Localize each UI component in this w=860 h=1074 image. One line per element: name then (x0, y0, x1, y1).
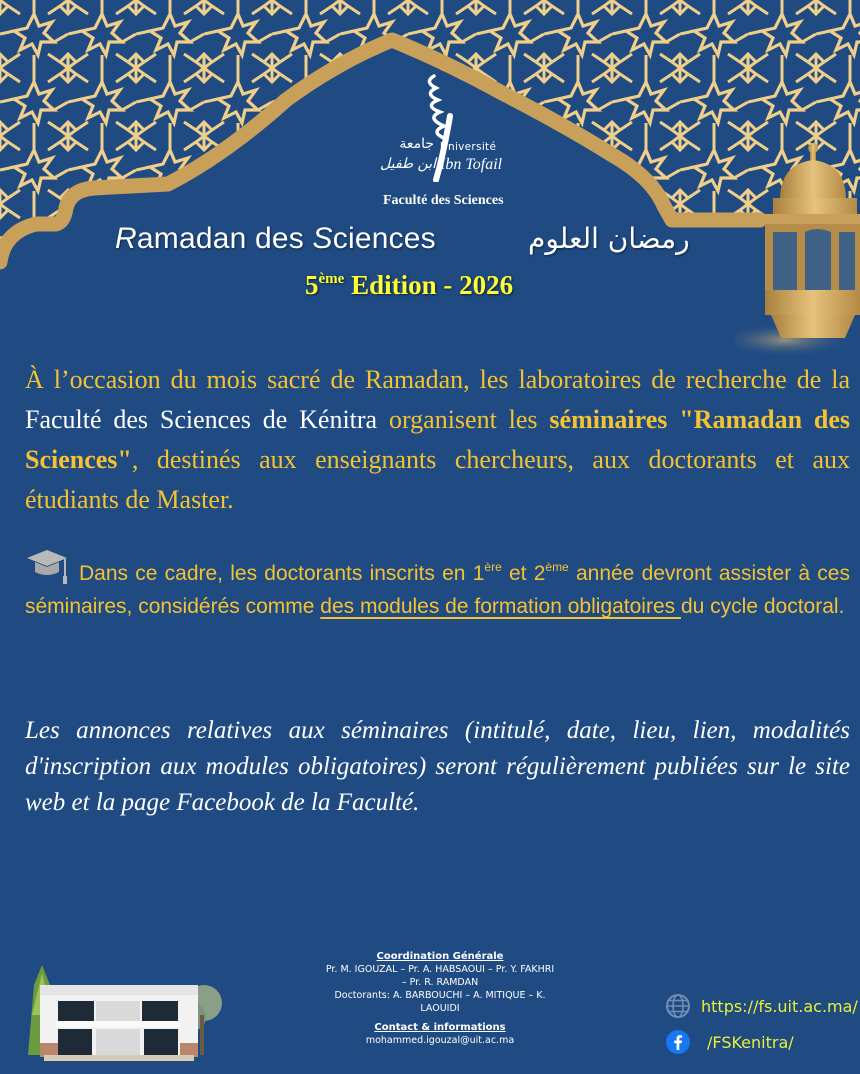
announcement-paragraph: Les annonces relatives aux séminaires (intitulé, date, lieu, lien, modalités d'inscription aux modules obligatoires) seront régulièrement publiées sur le site web et la page Facebook de la Faculté. (25, 717, 850, 816)
logo-arabic-name: ابن طفيل (380, 156, 436, 172)
ramadan-lantern-icon (735, 140, 860, 355)
doctoral-text-4: du cycle doctoral. (680, 595, 845, 618)
university-logo (360, 72, 530, 212)
doctoral-text-3: année devront assister à ces séminaires, considérés comme (25, 562, 850, 618)
coordination-line-1: Pr. M. IGOUZAL – Pr. A. HABSAOUI – Pr. Y. FAKHRI (325, 964, 555, 975)
doctoral-mandatory-modules: des modules de formation obligatoires (320, 595, 681, 618)
intro-faculty-name: Faculté des Sciences de Kénitra (25, 405, 378, 434)
doctoral-text-2: et 2 (501, 562, 546, 585)
graduation-cap-icon (25, 548, 73, 586)
logo-latin-name: Ibn Tofail (440, 156, 503, 173)
event-title (0, 222, 860, 266)
title-arabic: رمضان العلوم (528, 222, 690, 255)
credits-block (300, 950, 580, 1047)
intro-paragraph (25, 360, 850, 520)
doctorants-line-2: LAOUIDI (420, 1003, 460, 1014)
intro-text-1: À l’occasion du mois sacré de Ramadan, les laboratoires de recherche de la (25, 365, 850, 394)
title-french (115, 222, 436, 256)
title-cap-s: S (312, 222, 333, 255)
intro-seminar-name: séminaires "Ramadan des Sciences" (25, 405, 851, 474)
edition-year: Edition - 2026 (344, 270, 514, 300)
edition-label (305, 270, 513, 301)
facebook-handle[interactable]: /FSKenitra/ (707, 1032, 794, 1052)
contact-heading: Contact & informations (374, 1022, 506, 1033)
doctoral-sup-1: ère (484, 560, 502, 574)
title-part2: ciences (332, 222, 436, 255)
facebook-link[interactable] (665, 1024, 858, 1060)
edition-suffix: ème (318, 271, 345, 287)
contact-email[interactable]: mohammed.igouzal@uit.ac.ma (365, 1035, 515, 1046)
edition-number: 5 (305, 270, 319, 300)
coordination-line-2: – Pr. R. RAMDAN (401, 977, 479, 988)
logo-latin-university: Université (440, 141, 497, 153)
website-link[interactable] (665, 988, 858, 1024)
social-links (665, 988, 858, 1060)
logo-arabic-university: جامعة (399, 136, 434, 152)
intro-text-2: organisent les (377, 405, 550, 434)
doctorants-line-1: Doctorants: A. BARBOUCHI – A. MITIQUE – K. (334, 990, 546, 1001)
intro-text-3: , destinés aux enseignants chercheurs, aux doctorants et aux étudiants de Master. (25, 445, 850, 514)
facebook-icon (665, 1029, 691, 1055)
faculty-building-image (8, 955, 226, 1065)
doctoral-text-1: Dans ce cadre, les doctorants inscrits en 1 (79, 562, 485, 585)
doctoral-paragraph (25, 548, 850, 623)
logo-faculty-name: Faculté des Sciences (383, 193, 504, 208)
doctoral-sup-2: ème (545, 560, 569, 574)
website-url[interactable]: https://fs.uit.ac.ma/ (701, 996, 858, 1016)
globe-icon (665, 993, 691, 1019)
title-cap-r: R (115, 222, 137, 255)
title-part1: amadan des (136, 222, 313, 255)
coordination-heading: Coordination Générale (376, 951, 504, 962)
